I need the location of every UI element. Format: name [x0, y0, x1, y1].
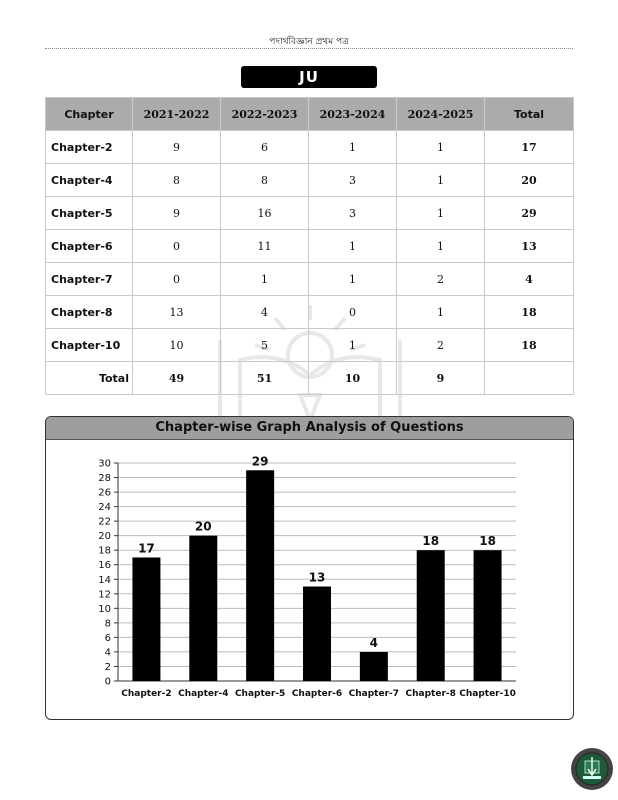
cell-2021-2022: 10	[133, 329, 221, 362]
publisher-logo-icon	[570, 747, 614, 791]
data-label: 13	[308, 570, 326, 585]
cell-2024-2025: 2	[397, 329, 485, 362]
column-header-2021-2022: 2021-2022	[133, 98, 221, 131]
column-header-2023-2024: 2023-2024	[309, 98, 397, 131]
cell-total: 4	[485, 263, 574, 296]
y-tick-label: 16	[98, 560, 111, 572]
cell-2023-2024: 1	[309, 131, 397, 164]
bar	[132, 557, 160, 681]
data-label: 17	[138, 541, 155, 556]
cell-2022-2023: 8	[221, 164, 309, 197]
x-tick-label: Chapter-6	[291, 689, 343, 699]
cell-2021-2022: 13	[133, 296, 221, 329]
column-header-total: Total	[485, 98, 574, 131]
cell-2023-2024: 3	[309, 197, 397, 230]
x-tick-label: Chapter-10	[459, 689, 516, 699]
total-2023-2024: 10	[309, 362, 397, 395]
data-label: 29	[251, 454, 269, 469]
cell-2024-2025: 1	[397, 131, 485, 164]
y-tick-label: 2	[104, 661, 111, 673]
column-header-2024-2025: 2024-2025	[397, 98, 485, 131]
table-row	[46, 230, 574, 263]
table-total-row	[46, 362, 574, 395]
cell-2023-2024: 3	[309, 164, 397, 197]
chart-panel	[45, 416, 574, 720]
x-tick-label: Chapter-7	[348, 689, 400, 699]
cell-2024-2025: 1	[397, 296, 485, 329]
cell-2024-2025: 1	[397, 164, 485, 197]
x-tick-label: Chapter-5	[234, 689, 286, 699]
bar	[303, 587, 331, 681]
bar-chart	[46, 417, 573, 719]
row-chapter-label: Chapter-4	[46, 164, 133, 197]
y-tick-label: 20	[98, 531, 111, 543]
bar	[417, 550, 445, 681]
university-badge: JU	[241, 66, 377, 88]
y-tick-label: 24	[98, 502, 111, 514]
cell-2022-2023: 4	[221, 296, 309, 329]
cell-2022-2023: 6	[221, 131, 309, 164]
table-row	[46, 263, 574, 296]
table-row	[46, 164, 574, 197]
cell-2021-2022: 9	[133, 131, 221, 164]
cell-total: 18	[485, 329, 574, 362]
cell-2023-2024: 1	[309, 329, 397, 362]
cell-2024-2025: 2	[397, 263, 485, 296]
cell-2022-2023: 5	[221, 329, 309, 362]
x-tick-label: Chapter-4	[178, 689, 229, 699]
cell-2021-2022: 0	[133, 230, 221, 263]
total-grand	[485, 362, 574, 395]
column-header-chapter: Chapter	[46, 98, 133, 131]
chapter-question-table	[45, 97, 574, 395]
data-label: 4	[369, 635, 379, 650]
cell-2022-2023: 11	[221, 230, 309, 263]
cell-total: 20	[485, 164, 574, 197]
y-tick-label: 26	[98, 487, 111, 499]
y-tick-label: 22	[98, 516, 111, 528]
cell-total: 13	[485, 230, 574, 263]
cell-2023-2024: 1	[309, 230, 397, 263]
bar	[189, 536, 217, 681]
y-tick-label: 6	[104, 632, 111, 644]
table-row	[46, 329, 574, 362]
row-chapter-label: Chapter-8	[46, 296, 133, 329]
bar	[474, 550, 502, 681]
data-label: 18	[422, 534, 440, 549]
cell-2022-2023: 16	[221, 197, 309, 230]
table-header-row	[46, 98, 574, 131]
y-tick-label: 18	[98, 545, 111, 557]
cell-2021-2022: 9	[133, 197, 221, 230]
y-tick-label: 28	[98, 473, 111, 485]
data-label: 20	[194, 519, 212, 534]
cell-2024-2025: 1	[397, 197, 485, 230]
x-tick-label: Chapter-8	[405, 689, 456, 699]
total-2021-2022: 49	[133, 362, 221, 395]
cell-total: 17	[485, 131, 574, 164]
y-tick-label: 12	[98, 589, 111, 601]
x-tick-label: Chapter-2	[121, 689, 172, 699]
y-tick-label: 30	[98, 458, 111, 470]
total-row-label: Total	[46, 362, 133, 395]
cell-total: 29	[485, 197, 574, 230]
total-2024-2025: 9	[397, 362, 485, 395]
header-divider	[45, 48, 573, 49]
cell-2021-2022: 0	[133, 263, 221, 296]
chart-title: Chapter-wise Graph Analysis of Questions	[46, 417, 573, 440]
y-tick-label: 10	[98, 603, 111, 615]
y-tick-label: 4	[104, 647, 111, 659]
y-tick-label: 8	[104, 618, 111, 630]
row-chapter-label: Chapter-6	[46, 230, 133, 263]
row-chapter-label: Chapter-2	[46, 131, 133, 164]
page-header: পদার্থবিজ্ঞান প্রথম পত্র	[269, 37, 349, 47]
table-row	[46, 296, 574, 329]
cell-2021-2022: 8	[133, 164, 221, 197]
row-chapter-label: Chapter-5	[46, 197, 133, 230]
data-label: 18	[479, 534, 496, 549]
cell-2023-2024: 1	[309, 263, 397, 296]
y-tick-label: 14	[98, 574, 111, 586]
cell-2023-2024: 0	[309, 296, 397, 329]
cell-total: 18	[485, 296, 574, 329]
cell-2024-2025: 1	[397, 230, 485, 263]
column-header-2022-2023: 2022-2023	[221, 98, 309, 131]
row-chapter-label: Chapter-10	[46, 329, 133, 362]
total-2022-2023: 51	[221, 362, 309, 395]
cell-2022-2023: 1	[221, 263, 309, 296]
bar	[246, 470, 274, 681]
row-chapter-label: Chapter-7	[46, 263, 133, 296]
table-row	[46, 197, 574, 230]
table-row	[46, 131, 574, 164]
bar	[360, 652, 388, 681]
y-tick-label: 0	[104, 676, 111, 688]
